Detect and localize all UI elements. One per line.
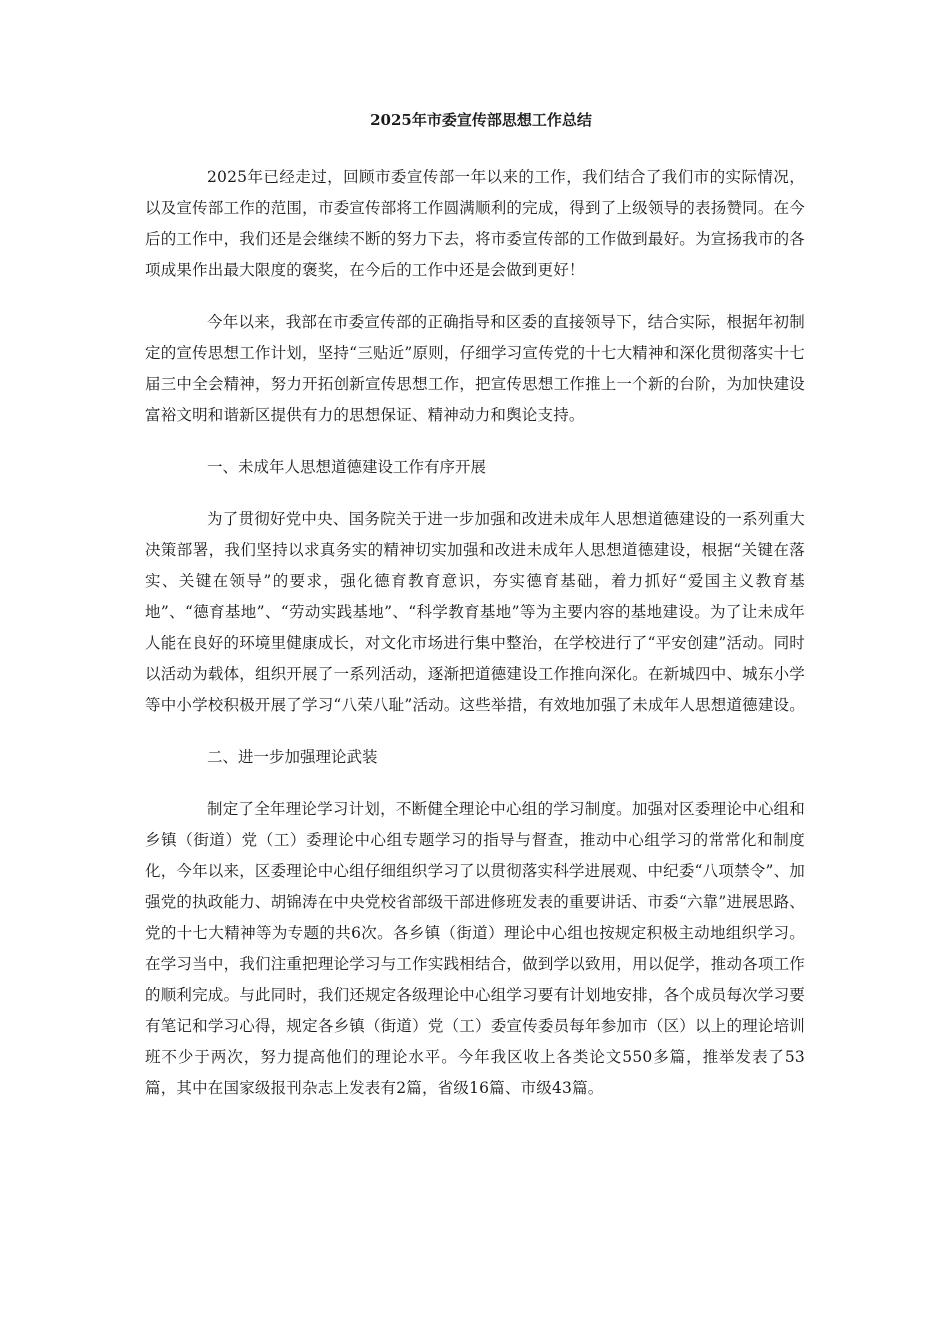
document-page [145,110,805,1125]
overview-paragraph: 今年以来，我部在市委宣传部的正确指导和区委的直接领导下，结合实际，根据年初制定的宣传思想工作计划，坚持“三贴近”原则，仔细学习宣传党的十七大精神和深化贯彻落实十七届三中全会精神，努力开拓创新宣传思想工作，把宣传思想工作推上一个新的台阶，为加快建设富裕文明和谐新区提供有力的思想保证、精神动力和舆论支持。 [145,313,805,424]
document-title: 2025年市委宣传部思想工作总结 [370,111,592,129]
intro-paragraph: 2025年已经走过，回顾市委宣传部一年以来的工作，我们结合了我们市的实际情况，以及宣传部工作的范围，市委宣传部将工作圆满顺利的完成，得到了上级领导的表扬赞同。在今后的工作中，我们还是会继续不断的努力下去，将市委宣传部的工作做到最好。为宣扬我市的各项成果作出最大限度的褒奖，在今后的工作中还是会做到更好！ [145,168,805,279]
theory-paragraph: 制定了全年理论学习计划，不断健全理论中心组的学习制度。加强对区委理论中心组和乡镇（街道）党（工）委理论中心组专题学习的指导与督查，推动中心组学习的常常化和制度化，今年以来，区委理论中心组仔细组织学习了以贯彻落实科学进展观、中纪委“八项禁令”、加强党的执政能力、胡锦涛在中央党校省部级干部进修班发表的重要讲话、市委“六靠”进展思路、党的十七大精神等为专题的共6次。各乡镇（街道）理论中心组也按规定积极主动地组织学习。在学习当中，我们注重把理论学习与工作实践相结合，做到学以致用，用以促学，推动各项工作的顺利完成。与此同时，我们还规定各级理论中心组学习要有计划地安排，各个成员每次学习要有笔记和学习心得，规定各乡镇（街道）党（工）委宣传委员每年参加市（区）以上的理论培训班不少于两次，努力提高他们的理论水平。今年我区收上各类论文550多篇，推举发表了53篇，其中在国家级报刊杂志上发表有2篇，省级16篇、市级43篇。 [145,800,805,1097]
minors-moral-paragraph: 为了贯彻好党中央、国务院关于进一步加强和改进未成年人思想道德建设的一系列重大决策部署，我们坚持以求真务实的精神切实加强和改进未成年人思想道德建设，根据“关键在落实、关键在领导”的要求，强化德育教育意识，夯实德育基础，着力抓好“爱国主义教育基地”、“德育基地”、“劳动实践基地”、“科学教育基地”等为主要内容的基地建设。为了让未成年人能在良好的环境里健康成长，对文化市场进行集中整治，在学校进行了“平安创建”活动。同时以活动为载体，组织开展了一系列活动，逐渐把道德建设工作推向深化。在新城四中、城东小学等中小学校积极开展了学习“八荣八耻”活动。这些举措，有效地加强了未成年人思想道德建设。 [145,510,805,714]
section-heading-minors-moral: 一、未成年人思想道德建设工作有序开展 [207,458,487,476]
section-heading-theory: 二、进一步加强理论武装 [207,748,378,766]
